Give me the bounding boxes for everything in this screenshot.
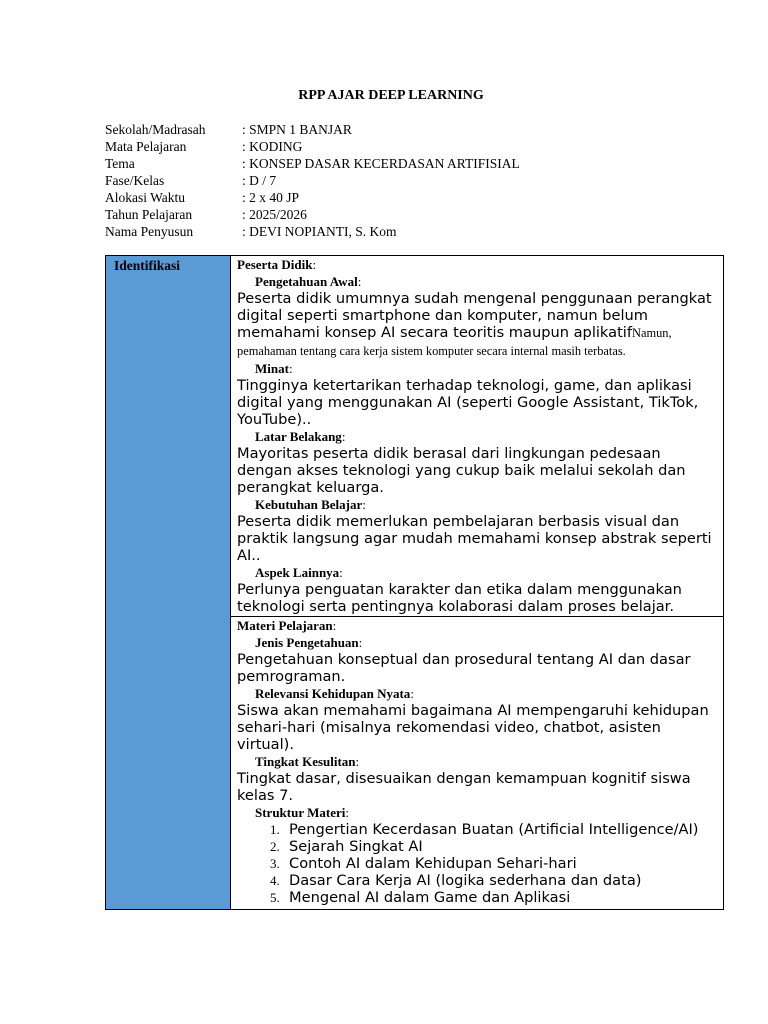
meta-label: Tema	[105, 156, 135, 171]
meta-label: Nama Penyusun	[105, 224, 194, 239]
list-item: 3. Contoh AI dalam Kehidupan Sehari-hari	[283, 855, 717, 872]
identification-table	[105, 255, 724, 910]
identification-label: Identifikasi	[114, 258, 181, 273]
learning-needs-label: Kebutuhan Belajar:	[255, 497, 366, 512]
relevance-text: Siswa akan memahami bagaimana AI mempengaruhi kehidupan sehari-hari (misalnya rekomendasi video, chatbot, asisten virtual).	[237, 702, 709, 753]
difficulty-text: Tingkat dasar, disesuaikan dengan kemampuan kognitif siswa kelas 7.	[237, 770, 691, 804]
knowledge-type-text: Pengetahuan konseptual dan prosedural tentang AI dan dasar pemrograman.	[237, 651, 691, 685]
structure-list	[237, 821, 717, 906]
table-right-column	[231, 256, 723, 909]
difficulty-label: Tingkat Kesulitan:	[255, 754, 360, 769]
meta-label: Tahun Pelajaran	[105, 207, 193, 222]
background-text: Mayoritas peserta didik berasal dari lingkungan pedesaan dengan akses teknologi yang cukup baik melalui sekolah dan perangkat keluarga.	[237, 445, 686, 496]
meta-label: Fase/Kelas	[105, 173, 165, 188]
document-title: RPP AJAR DEEP LEARNING	[298, 88, 484, 103]
table-left-column	[106, 256, 231, 909]
meta-row-school	[105, 121, 520, 138]
interest-label: Minat:	[255, 361, 293, 376]
relevance-label: Relevansi Kehidupan Nyata:	[255, 686, 414, 701]
other-aspects-text: Perlunya penguatan karakter dan etika dalam menggunakan teknologi serta pentingnya kolaborasi dalam proses belajar.	[237, 581, 682, 615]
meta-row-year	[105, 206, 520, 223]
material-heading: Materi Pelajaran:	[237, 618, 337, 633]
meta-row-theme	[105, 155, 520, 172]
meta-row-time	[105, 189, 520, 206]
prior-knowledge-text: Peserta didik umumnya sudah mengenal penggunaan perangkat digital seperti smartphone dan komputer, namun belum memahami konsep AI secara teoritis maupun aplikatifNamun, pemahaman tentang cara kerja sistem komputer secara internal masih terbatas.	[237, 290, 712, 358]
list-item: 1. Pengertian Kecerdasan Buatan (Artificial Intelligence/AI)	[283, 821, 717, 838]
meta-value: : 2 x 40 JP	[242, 190, 300, 205]
meta-value: : KONSEP DASAR KECERDASAN ARTIFISIAL	[242, 156, 520, 171]
material-cell	[231, 617, 723, 909]
other-aspects-label: Aspek Lainnya:	[255, 565, 343, 580]
prior-knowledge-label: Pengetahuan Awal:	[255, 274, 362, 289]
meta-value: : KODING	[242, 139, 303, 154]
learner-heading: Peserta Didik:	[237, 257, 317, 272]
learning-needs-text: Peserta didik memerlukan pembelajaran berbasis visual dan praktik langsung agar mudah memahami konsep abstrak seperti AI..	[237, 513, 712, 564]
meta-value: : DEVI NOPIANTI, S. Kom	[242, 224, 397, 239]
list-item: 2. Sejarah Singkat AI	[283, 838, 717, 855]
interest-text: Tingginya ketertarikan terhadap teknologi, game, dan aplikasi digital yang menggunakan AI (seperti Google Assistant, TikTok, YouTube)..	[237, 377, 699, 428]
prior-knowledge-tail: Namun, pemahaman tentang cara kerja sistem komputer secara internal masih terbatas.	[237, 326, 672, 358]
background-label: Latar Belakang:	[255, 429, 346, 444]
meta-value: : D / 7	[242, 173, 277, 188]
meta-row-phase	[105, 172, 520, 189]
learner-cell	[231, 256, 723, 617]
meta-value: : SMPN 1 BANJAR	[242, 122, 352, 137]
meta-row-subject	[105, 138, 520, 155]
meta-row-author	[105, 223, 520, 240]
meta-label: Sekolah/Madrasah	[105, 122, 206, 137]
identity-block	[105, 121, 520, 240]
list-item: 4. Dasar Cara Kerja AI (logika sederhana dan data)	[283, 872, 717, 889]
knowledge-type-label: Jenis Pengetahuan:	[255, 635, 363, 650]
meta-value: : 2025/2026	[242, 207, 307, 222]
structure-label: Struktur Materi:	[255, 805, 350, 820]
meta-label: Mata Pelajaran	[105, 139, 187, 154]
meta-label: Alokasi Waktu	[105, 190, 186, 205]
list-item: 5. Mengenal AI dalam Game dan Aplikasi	[283, 889, 717, 906]
